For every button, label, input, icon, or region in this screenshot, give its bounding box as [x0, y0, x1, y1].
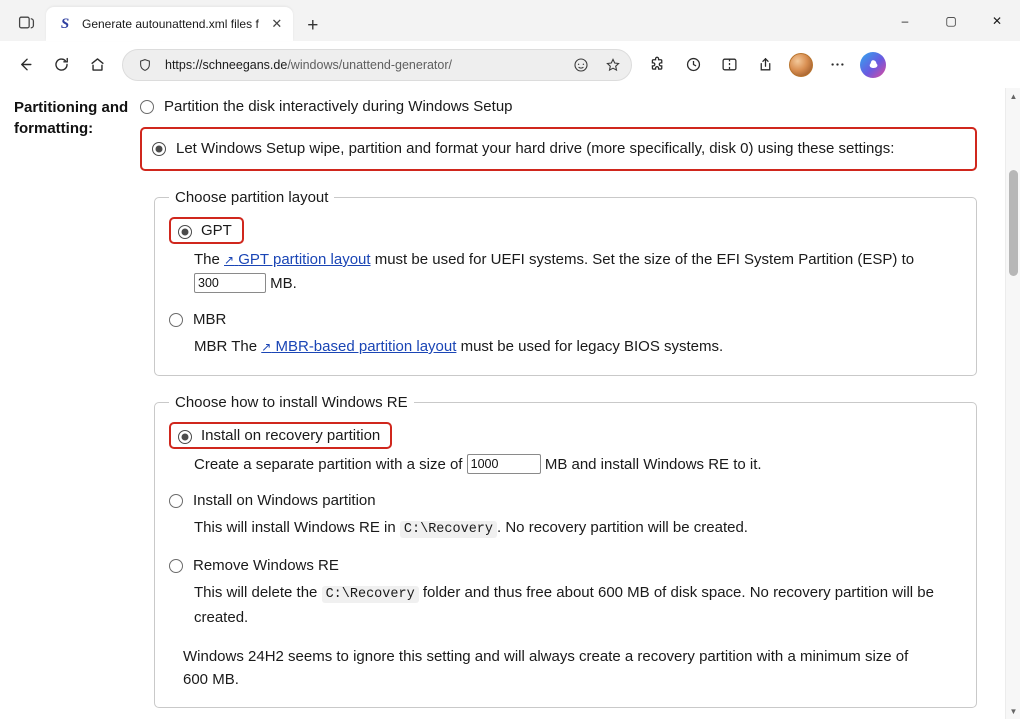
- page-viewport: [0, 88, 1020, 719]
- recovery-note: Windows 24H2 seems to ignore this setting and will always create a recovery partition with a minimum size of 600 MB.: [183, 648, 909, 688]
- settings-and-more-icon[interactable]: [820, 48, 854, 82]
- extensions-icon[interactable]: [640, 48, 674, 82]
- home-icon[interactable]: [80, 48, 114, 82]
- partition-layout-wrapper: [154, 189, 977, 708]
- install-windows-label: Install on Windows partition: [193, 492, 376, 509]
- mbr-label: MBR: [193, 311, 227, 328]
- option-interactive[interactable]: [140, 96, 977, 118]
- url-path: /windows/unattend-generator/: [287, 57, 452, 72]
- site-info-icon[interactable]: [133, 53, 157, 77]
- page-scrollbar[interactable]: [1005, 88, 1020, 719]
- close-button[interactable]: ✕: [991, 13, 1003, 28]
- url-text: [165, 58, 561, 72]
- mbr-option[interactable]: [169, 309, 962, 331]
- radio-wipe-icon[interactable]: [152, 142, 166, 156]
- partitioning-row: [0, 88, 1005, 708]
- avatar: [789, 53, 813, 77]
- address-bar[interactable]: [122, 49, 632, 81]
- reload-icon[interactable]: [44, 48, 78, 82]
- install-windows-description: [194, 516, 962, 541]
- web-page: [0, 88, 1005, 719]
- browser-toolbar: [0, 41, 1020, 88]
- tab-strip: [0, 0, 1020, 41]
- radio-install-recovery-icon[interactable]: [178, 430, 192, 444]
- install-recovery-label: Install on recovery partition: [201, 426, 381, 444]
- new-tab-button[interactable]: +: [307, 15, 319, 36]
- back-icon[interactable]: [8, 48, 42, 82]
- recovery-path-2: C:\Recovery: [322, 586, 419, 603]
- remove-re-desc-suffix: folder and thus free about 600 MB of disk space. No recovery partition will be created.: [194, 584, 934, 626]
- read-aloud-icon[interactable]: [569, 53, 593, 77]
- install-recovery-description: [194, 453, 962, 476]
- esp-size-input[interactable]: [194, 273, 266, 293]
- option-interactive-label: Partition the disk interactively during Windows Setup: [164, 98, 513, 115]
- mbr-desc-suffix: must be used for legacy BIOS systems.: [456, 338, 724, 355]
- gpt-highlight[interactable]: [169, 217, 244, 244]
- minimize-button[interactable]: –: [901, 13, 909, 28]
- maximize-button[interactable]: ▢: [945, 13, 957, 28]
- gpt-link-text: GPT partition layout: [238, 251, 371, 268]
- window-controls: [882, 0, 1020, 41]
- browser-tab[interactable]: [46, 7, 293, 41]
- radio-mbr-icon[interactable]: [169, 313, 183, 327]
- favorite-icon[interactable]: [601, 53, 625, 77]
- scrollbar-thumb[interactable]: [1009, 170, 1018, 276]
- history-icon[interactable]: [676, 48, 710, 82]
- partition-layout-group: [154, 189, 977, 376]
- copilot-icon: [860, 52, 886, 78]
- external-link-arrow-icon: ↗: [224, 253, 235, 267]
- install-windows-desc-prefix: This will install Windows RE in: [194, 519, 400, 536]
- remove-re-label: Remove Windows RE: [193, 557, 339, 574]
- install-recovery-desc-prefix: Create a separate partition with a size of: [194, 456, 467, 473]
- gpt-desc-prefix: The: [194, 251, 225, 268]
- share-icon[interactable]: [748, 48, 782, 82]
- radio-remove-re-icon[interactable]: [169, 559, 183, 573]
- mbr-link-text: MBR-based partition layout: [275, 338, 457, 355]
- option-wipe-label: Let Windows Setup wipe, partition and format your hard drive (more specifically, disk 0) using these settings:: [176, 140, 895, 157]
- mbr-option-row: [169, 309, 962, 331]
- tab-favicon: S: [60, 15, 70, 32]
- mbr-description: [194, 335, 962, 359]
- recovery-path-1: C:\Recovery: [400, 521, 497, 538]
- external-link-arrow-icon-2: ↗: [261, 340, 272, 354]
- gpt-desc-mid: must be used for UEFI systems. Set the size of the EFI System Partition (ESP) to: [370, 251, 915, 268]
- profile-avatar[interactable]: [784, 48, 818, 82]
- radio-interactive-icon[interactable]: [140, 100, 154, 114]
- recovery-group: [154, 394, 977, 708]
- recovery-legend: Choose how to install Windows RE: [175, 394, 408, 411]
- gpt-partition-layout-link[interactable]: [224, 251, 371, 268]
- mbr-desc-prefix: MBR The: [194, 338, 262, 355]
- remove-re-option[interactable]: [169, 555, 962, 577]
- radio-gpt-icon[interactable]: [178, 225, 192, 239]
- remove-re-row: [169, 555, 962, 577]
- recovery-size-input[interactable]: [467, 454, 541, 474]
- gpt-label: GPT: [201, 221, 232, 239]
- install-windows-desc-suffix: . No recovery partition will be created.: [497, 519, 748, 536]
- scroll-down-arrow-icon[interactable]: ▼: [1009, 706, 1018, 716]
- gpt-desc-suffix: MB.: [266, 275, 297, 292]
- gpt-option-row: [169, 217, 962, 244]
- option-wipe[interactable]: [152, 138, 965, 160]
- partition-layout-legend: Choose partition layout: [175, 189, 329, 206]
- copilot-button[interactable]: [856, 48, 890, 82]
- remove-re-desc-prefix: This will delete the: [194, 584, 322, 601]
- section-content: [140, 96, 989, 708]
- tab-close-icon[interactable]: ✕: [271, 16, 283, 31]
- remove-re-description: [194, 581, 962, 629]
- install-windows-row: [169, 490, 962, 512]
- radio-install-windows-icon[interactable]: [169, 494, 183, 508]
- mbr-partition-layout-link[interactable]: [261, 338, 456, 355]
- install-recovery-highlight[interactable]: [169, 422, 392, 449]
- tab-title: Generate autounattend.xml files f: [82, 17, 259, 31]
- option-wipe-highlight: [140, 127, 977, 171]
- install-recovery-row: [169, 422, 962, 449]
- section-label: Partitioning and formatting:: [14, 99, 129, 137]
- install-windows-option[interactable]: [169, 490, 962, 512]
- tab-overview-icon[interactable]: [6, 3, 46, 41]
- split-screen-icon[interactable]: [712, 48, 746, 82]
- gpt-description: [194, 248, 962, 295]
- scroll-up-arrow-icon[interactable]: ▲: [1009, 91, 1018, 101]
- install-recovery-desc-suffix: MB and install Windows RE to it.: [540, 456, 762, 473]
- url-host: https://schneegans.de: [165, 57, 288, 72]
